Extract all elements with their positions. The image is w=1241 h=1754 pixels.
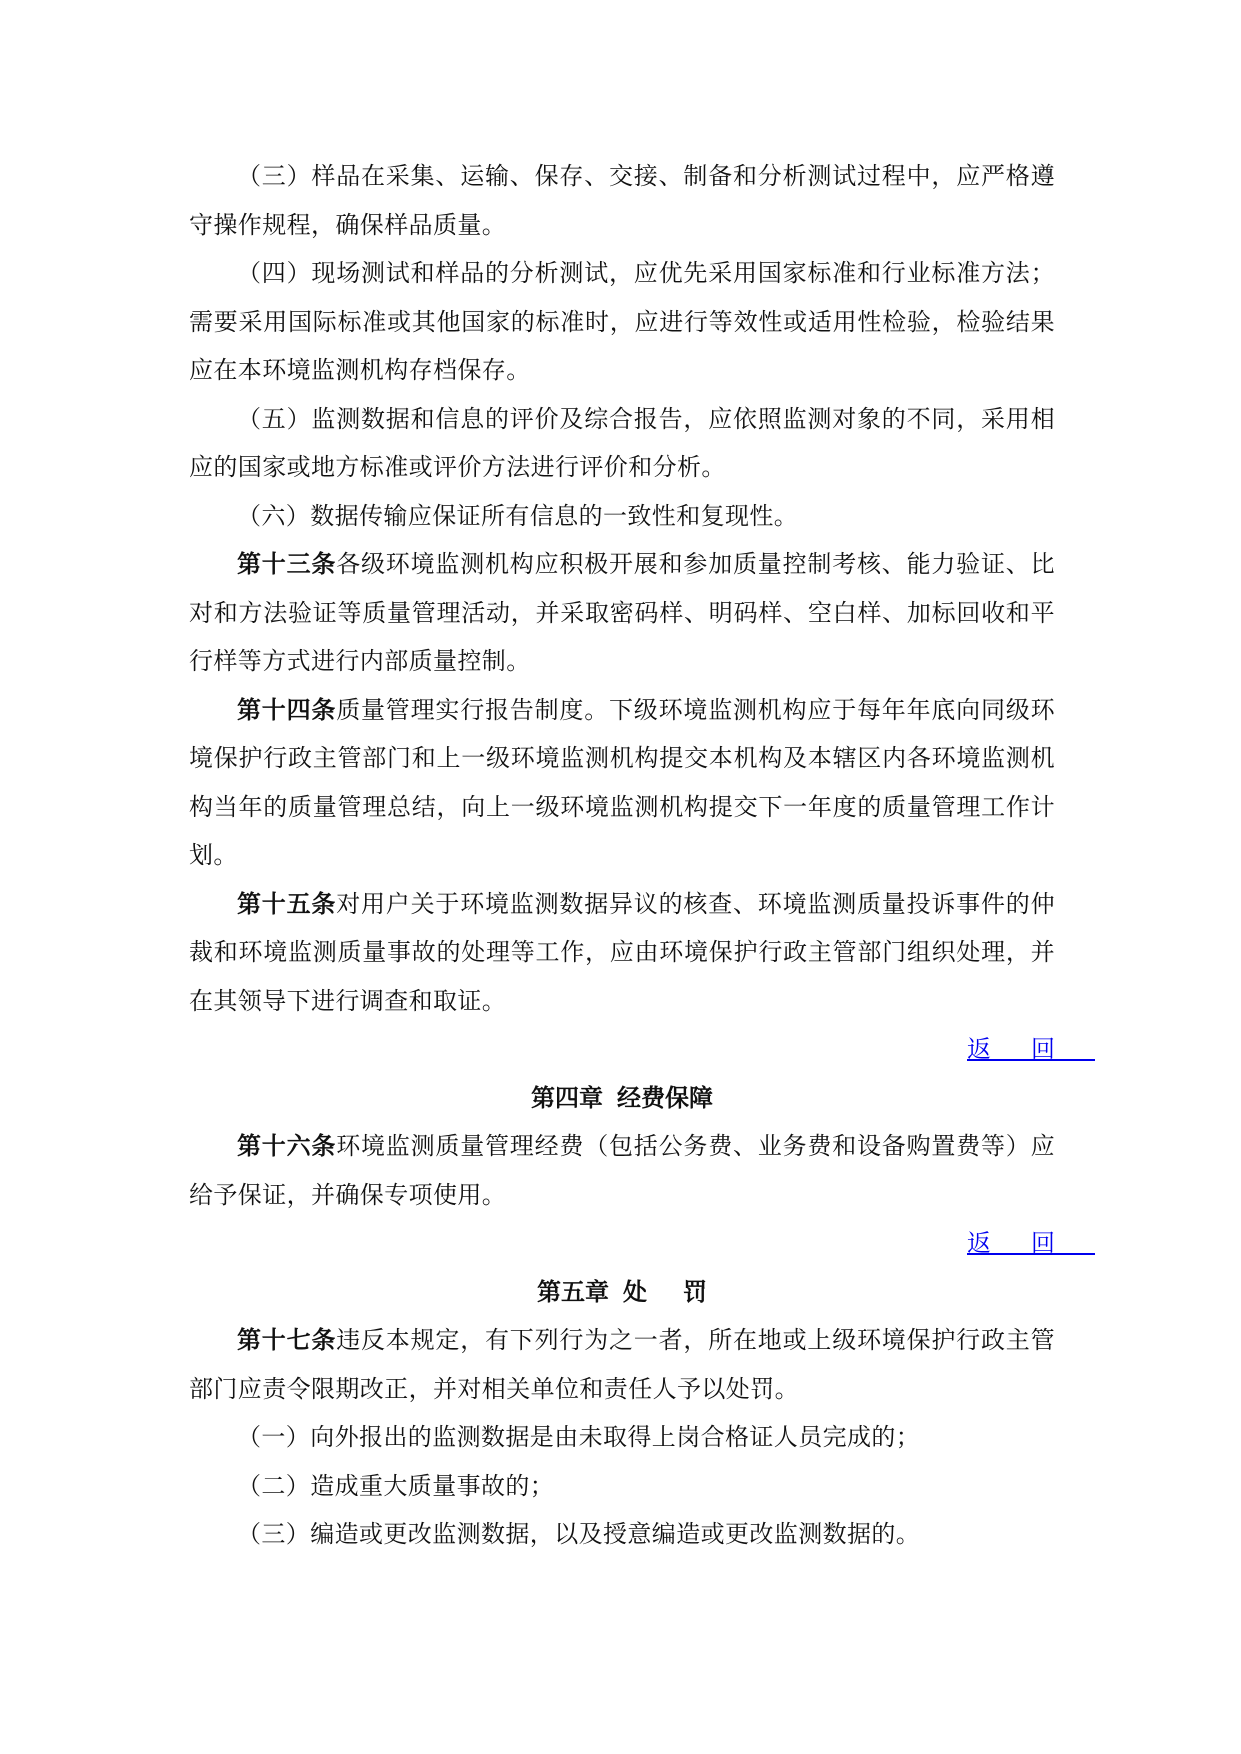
chapter-4-name: 经费保障 [617,1082,713,1112]
chapter-4-heading [189,1074,1055,1123]
article-14-text: 质量管理实行报告制度。下级环境监测机构应于每年年底向同级环境保护行政主管部门和上一级环境监测机构提交本机构及本辖区内各环境监测机构当年的质量管理总结，向上一级环境监测机构提交下一年度的质量管理工作计划。 [189,695,1055,869]
document-body [189,152,1095,1559]
return-row-2 [189,1219,1095,1268]
chapter-5-number: 第五章 [537,1276,609,1306]
article-16 [189,1122,1055,1219]
article-17-item-2: （二）造成重大质量事故的； [237,1471,555,1500]
item-three: （三）样品在采集、运输、保存、交接、制备和分析测试过程中，应严格遵守操作规程，确保样品质量。 [189,162,1055,239]
article-17-title: 第十七条 [237,1325,337,1354]
article-13-text: 各级环境监测机构应积极开展和参加质量控制考核、能力验证、比对和方法验证等质量管理活动，并采取密码样、明码样、空白样、加标回收和平行样等方式进行内部质量控制。 [189,550,1055,675]
article-17-item-3: （三）编造或更改监测数据，以及授意编造或更改监测数据的。 [237,1520,921,1548]
article-15-text: 对用户关于环境监测数据异议的核查、环境监测质量投诉事件的仲裁和环境监测质量事故的处理等工作，应由环境保护行政主管部门组织处理，并在其领导下进行调查和取证。 [189,889,1055,1015]
return-link[interactable]: 返回 [967,1229,1095,1257]
article-17-text: 违反本规定，有下列行为之一者，所在地或上级环境保护行政主管部门应责令限期改正，并对相关单位和责任人予以处罚。 [189,1326,1055,1403]
item-five: （五）监测数据和信息的评价及综合报告，应依照监测对象的不同，采用相应的国家或地方标准或评价方法进行评价和分析。 [189,404,1055,481]
article-17-item-1: （一）向外报出的监测数据是由未取得上岗合格证人员完成的； [237,1423,921,1451]
article-14-title: 第十四条 [237,694,337,724]
chapter-4-number: 第四章 [531,1082,603,1112]
return-link[interactable]: 返回 [967,1035,1095,1063]
article-16-title: 第十六条 [237,1131,337,1160]
item-six: （六）数据传输应保证所有信息的一致性和复现性。 [237,501,799,530]
article-14 [189,686,1055,880]
item-four: （四）现场测试和样品的分析测试，应优先采用国家标准和行业标准方法；需要采用国际标准或其他国家的标准时，应进行等效性或适用性检验，检验结果应在本环境监测机构存档保存。 [189,259,1055,384]
chapter-5-heading [189,1268,1055,1317]
article-16-text: 环境监测质量管理经费（包括公务费、业务费和设备购置费等）应给予保证，并确保专项使用。 [189,1132,1055,1209]
article-15-title: 第十五条 [237,888,337,918]
article-13 [189,540,1055,686]
article-13-title: 第十三条 [237,549,337,578]
article-17 [189,1316,1055,1413]
chapter-5-name: 处罚 [623,1276,743,1306]
article-15 [189,880,1055,1026]
return-row-1 [189,1025,1095,1074]
